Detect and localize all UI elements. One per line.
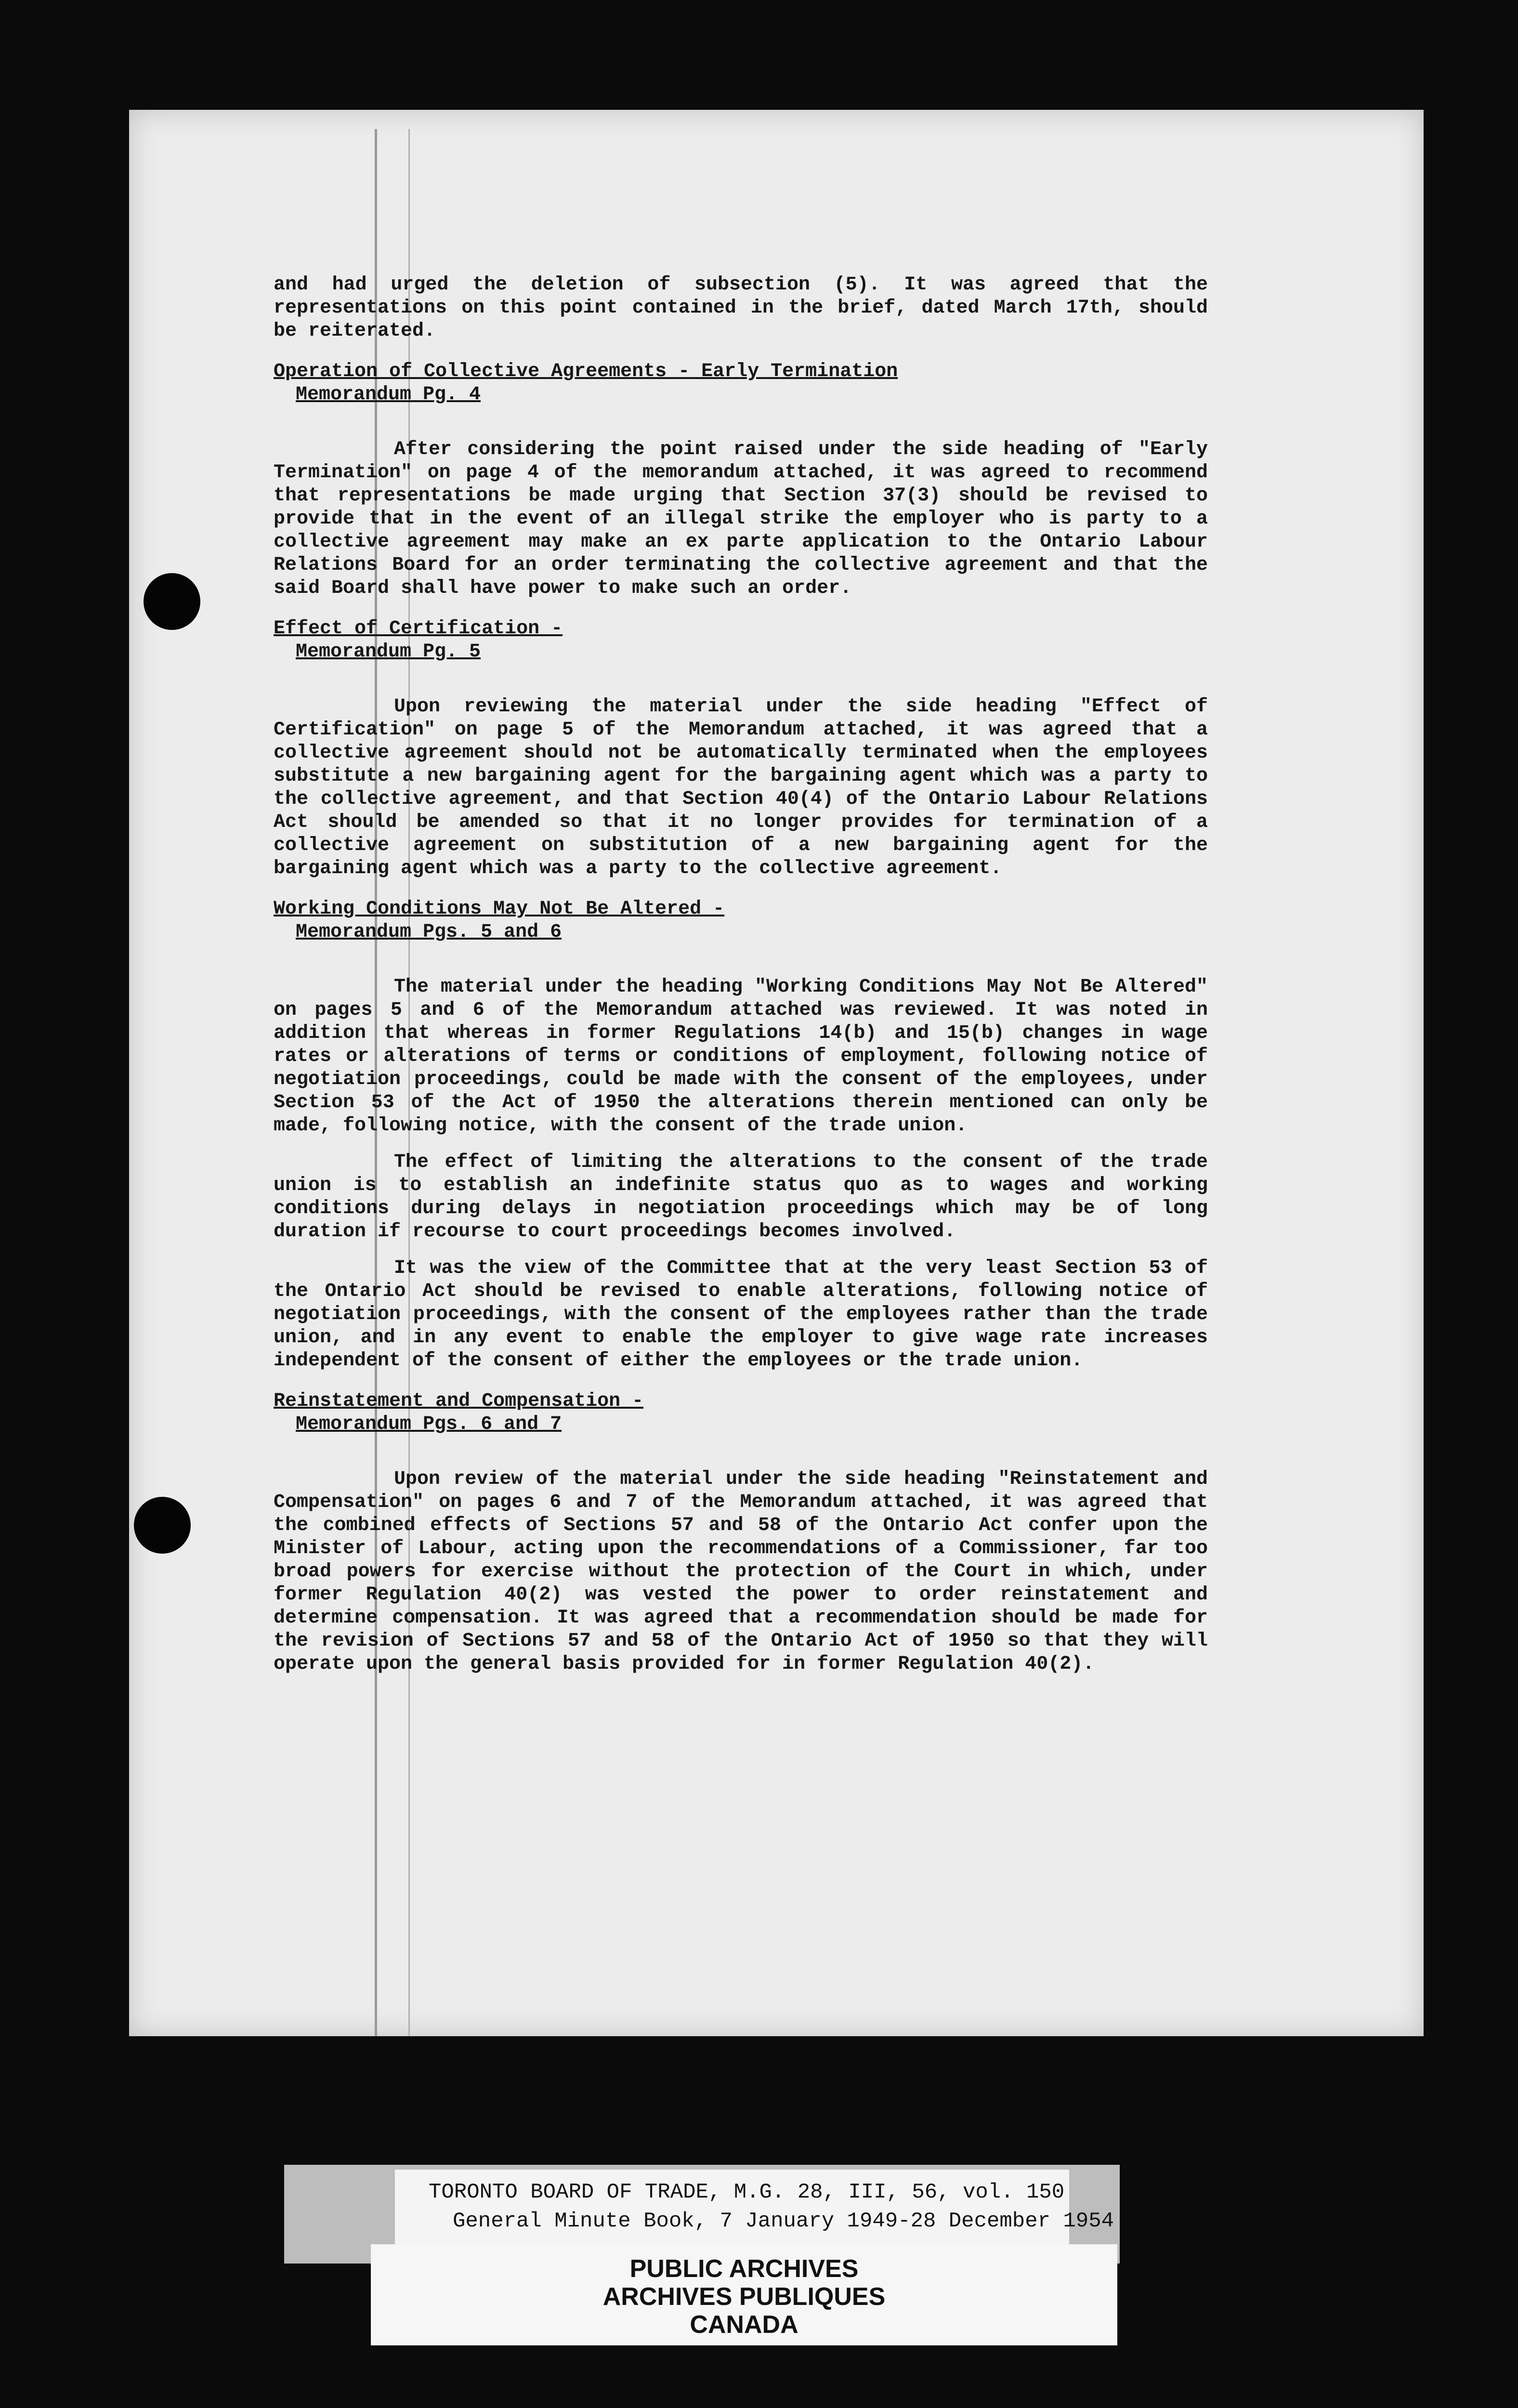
archive-reference-label (395, 2170, 1114, 2244)
section-subheading-memo-pgs6-7: Memorandum Pgs. 6 and 7 (296, 1413, 562, 1435)
section-subheading-memo-pg4: Memorandum Pg. 4 (296, 384, 481, 406)
paragraph-early-termination: After considering the point raised under the side heading of "Early Termination" on page 4 of the memorandum attached, it was agreed to recommend that representations be made urging that Section 37(3) should be revised to provide that in the event of an illegal strike the employer who is party to a collective agreement may make an ex parte application to the Ontario Labour Relations Board for an order terminating the collective agreement and that the said Board shall have power to make such an order. (274, 439, 1208, 599)
stamp-line-french: ARCHIVES PUBLIQUES (602, 2283, 886, 2311)
paragraph-working-conditions: The material under the heading "Working Conditions May Not Be Altered" on pages 5 and 6 of the Memorandum attached was reviewed. It was noted in addition that whereas in former Regulations 14(b) and 15(b) changes in wage rates or alterations of terms or conditions of employment, following notice of negotiation proceedings, could be made with the consent of the employees, under Section 53 of the Act of 1950 the alterations therein mentioned can only be made, following notice, with the consent of the trade union. (274, 976, 1208, 1137)
paragraph-effect-of-certification: Upon reviewing the material under the side heading "Effect of Certification" on page 5 of the Memorandum attached, it was agreed that a collective agreement should not be automatically terminated when the employees substitute a new bargaining agent for the bargaining agent which was a party to the collective agreement, and that Section 40(4) of the Ontario Labour Relations Act should be amended so that it no longer provides for termination of a collective agreement on substitution of a new bargaining agent for the bargaining agent which was a party to the collective agreement. (274, 696, 1208, 879)
paragraph-continuation: and had urged the deletion of subsection (5). It was agreed that the representations on this point contained in the brief, dated March 17th, should be reiterated. (274, 274, 1208, 342)
archive-reference-line2: General Minute Book, 7 January 1949-28 December 1954 (453, 2209, 1114, 2233)
punch-hole-top (144, 573, 200, 630)
archive-reference-line1: TORONTO BOARD OF TRADE, M.G. 28, III, 56, vol. 150 (429, 2180, 1065, 2204)
stamp-line-english: PUBLIC ARCHIVES (629, 2255, 859, 2283)
document-body (274, 274, 1208, 1676)
section-subheading-memo-pgs5-6: Memorandum Pgs. 5 and 6 (296, 921, 562, 943)
stamp-line-country: CANADA (690, 2311, 798, 2339)
paragraph-status-quo: The effect of limiting the alterations to the consent of the trade union is to establish an indefinite status quo as to wages and working conditions during delays in negotiation proceedings which may be of long duration if recourse to court proceedings becomes involved. (274, 1152, 1208, 1243)
document-page (129, 110, 1424, 2036)
section-subheading-memo-pg5: Memorandum Pg. 5 (296, 641, 481, 663)
section-heading-working-conditions: Working Conditions May Not Be Altered - (274, 898, 725, 920)
public-archives-stamp (371, 2244, 1117, 2345)
paragraph-reinstatement: Upon review of the material under the side heading "Reinstatement and Compensation" on pages 6 and 7 of the Memorandum attached, it was agreed that the combined effects of Sections 57 and 58 of the Ontario Act confer upon the Minister of Labour, acting upon the recommendations of a Commissioner, far too broad powers for exercise without the protection of the Court in which, under former Regulation 40(2) was vested the power to order reinstatement and determine compensation. It was agreed that a recommendation should be made for the revision of Sections 57 and 58 of the Ontario Act of 1950 so that they will operate upon the general basis provided for in former Regulation 40(2). (274, 1468, 1208, 1675)
punch-hole-bottom (134, 1497, 191, 1554)
paragraph-committee-view: It was the view of the Committee that at the very least Section 53 of the Ontario Act should be revised to enable alterations, following notice of negotiation proceedings, with the consent of the employees rather than the trade union, and in any event to enable the employer to give wage rate increases independent of the consent of either the employees or the trade union. (274, 1257, 1208, 1372)
section-heading-reinstatement: Reinstatement and Compensation - (274, 1390, 644, 1412)
section-heading-early-termination: Operation of Collective Agreements - Early Termination (274, 361, 898, 382)
section-heading-effect-of-certification: Effect of Certification - (274, 618, 563, 640)
